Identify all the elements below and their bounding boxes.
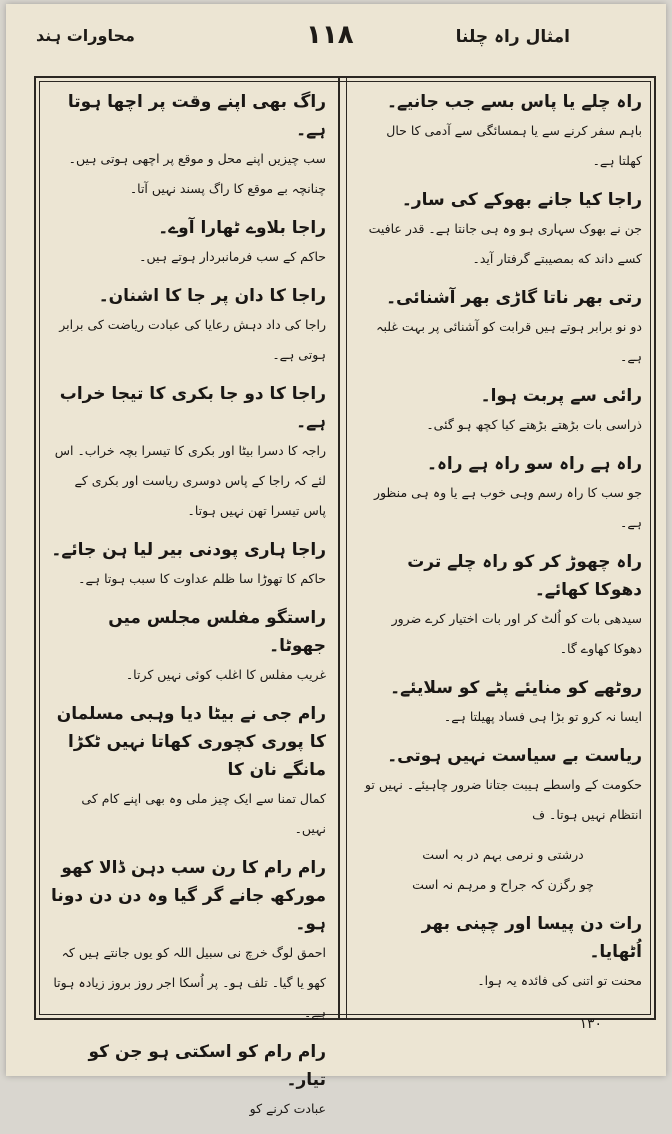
left-column [48,88,326,1134]
header-right-title: امثال راہ چلنا [455,27,570,47]
proverb-explanation: حاکم کا تھوڑا سا ظلم عداوت کا سبب ہوتا ہے۔ [78,571,326,586]
proverb-explanation: احمق لوگ خرچ نی سبیل اللہ کو یوں جانتے ہیں کہ کھو یا گیا۔ تلف ہو۔ پر اُسکا اجر روز بروز زیادہ ہوتا ہے۔ [53,945,326,1020]
proverb-explanation: ایسا نہ کرو تو بڑا ہی فساد پھیلتا ہے۔ [443,709,642,724]
page-header-number: ۱۱۸ [306,20,354,50]
proverb-entry [48,282,326,370]
proverb-heading: رام جی نے بیٹا دیا وہبی مسلمان کا پوری کچوری کھاتا نہیں ٹکڑا مانگے نان کا [56,704,326,780]
proverb-entry [364,742,642,830]
proverb-explanation: عبادت کرنے کو [249,1101,326,1116]
proverb-heading: راگ بھی اپنے وقت پر اچھا ہوتا ہے۔ [67,92,326,140]
proverb-explanation: جو سب کا راہ رسم وہی خوب ہے یا وہ ہی منظور ہے۔ [373,485,642,530]
proverb-explanation: سیدھی بات کو اُلٹ کر اور بات اختیار کرے ضرور دھوکا کھاوے گا۔ [391,611,642,656]
proverb-entry [364,382,642,440]
proverb-explanation: حاکم کے سب فرمانبردار ہوتے ہیں۔ [139,249,326,264]
proverb-explanation: سب چیزیں اپنے محل و موقع پر اچھی ہوتی ہیں۔ چنانچہ بے موقع کا راگ پسند نہیں آتا۔ [68,151,326,196]
proverb-entry [48,604,326,690]
footer-page-number: ۱۳۰ [579,1016,602,1032]
proverb-entry [364,910,642,996]
proverb-explanation: کمال تمنا سے ایک چیز ملی وہ بھی اپنے کام کی نہیں۔ [81,791,326,836]
proverb-entry [48,1038,326,1124]
proverb-heading: راجا کا دان پر جا کا اشنان۔ [98,286,326,306]
proverb-explanation: محنت تو اتنی کی فائدہ یہ ہوا۔ [477,973,642,988]
proverb-heading: راہ ہے راہ سو راہ ہے راہ۔ [427,454,642,474]
proverb-heading: روٹھے کو منایئے پٹے کو سلایئے۔ [390,678,642,698]
proverb-heading: راجا کیا جانے بھوکے کی سار۔ [401,190,642,210]
proverb-explanation: ذراسی بات بڑھتے بڑھتے کیا کچھ ہو گئی۔ [426,417,642,432]
proverb-entry [364,548,642,664]
proverb-explanation: باہم سفر کرنے سے یا ہمسائگی سے آدمی کا حال کھلتا ہے۔ [386,123,642,168]
proverb-heading: راستگو مفلس مجلس میں جھوٹا۔ [108,608,326,656]
proverb-entry [48,214,326,272]
column-divider [338,78,347,1018]
proverb-heading: راہ چھوڑ کر کو راہ چلے ترت دھوکا کھائے۔ [407,552,642,600]
proverb-entry [48,854,326,1028]
proverb-heading: راجا ہاری پودنی بیر لیا ہن جائے۔ [51,540,326,560]
proverb-heading: رات دن پیسا اور چپنی بھر اُٹھایا۔ [421,914,642,962]
proverb-entry [48,88,326,204]
proverb-heading: ریاست بے سیاست نہیں ہوتی۔ [387,746,642,766]
proverb-heading: رتی بھر ناتا گاڑی بھر آشنائی۔ [386,288,642,308]
proverb-entry [48,700,326,844]
proverb-entry [48,536,326,594]
right-column [364,88,642,1006]
proverb-explanation: جن نے بھوک سہاری ہو وہ ہی جانتا ہے۔ قدر عافیت کسے داند که بمصیبتے گرفتار آید۔ [368,221,642,266]
proverb-explanation: حکومت کے واسطے ہیبت جتانا ضرور چاہیئے۔ نہیں تو انتظام نہیں ہوتا۔ ف [364,777,642,822]
header-left-title: محاورات ہند [36,26,135,45]
proverb-entry [364,88,642,176]
proverb-explanation: دو نو برابر ہوتے ہیں قرابت کو آشنائی پر بہت غلبہ ہے۔ [376,319,642,364]
proverb-heading: رائی سے پربت ہوا۔ [480,386,642,406]
proverb-entry [364,674,642,732]
proverb-entry [364,450,642,538]
proverb-explanation: غریب مفلس کا اغلب کوئی نہیں کرتا۔ [125,667,326,682]
verse-couplet [364,840,642,900]
proverb-heading: رام رام کو اسکتی ہو جن کو تیار۔ [88,1042,326,1090]
verse-line: درشتی و نرمی بہم در بہ است [422,847,584,862]
proverb-heading: راہ چلے یا پاس بسے جب جانیے۔ [387,92,642,112]
proverb-explanation: راجا کی داد دہش رعایا کی عبادت ریاضت کی برابر ہوتی ہے۔ [59,317,326,362]
proverb-heading: راجا بلاوے ٹھارا آوے۔ [158,218,326,238]
proverb-entry [364,284,642,372]
proverb-entry [48,380,326,526]
proverb-explanation: راجہ کا دسرا بیٹا اور بکری کا تیسرا بچہ خراب۔ اس لئے کہ راجا کے پاس دوسری ریاست اور بکری کے پاس تیسرا تھن نہیں ہوتا۔ [54,443,326,518]
book-page [6,4,666,1116]
proverb-entry [364,186,642,274]
verse-line: چو رگزن کہ جراح و مرہم نہ است [412,877,594,892]
proverb-heading: رام رام کا رن سب دہن ڈالا کھو مورکھ جانے گر گیا وہ دن دن دونا ہو۔ [51,858,326,934]
proverb-heading: راجا کا دو جا بکری کا تیجا خراب ہے۔ [59,384,326,432]
